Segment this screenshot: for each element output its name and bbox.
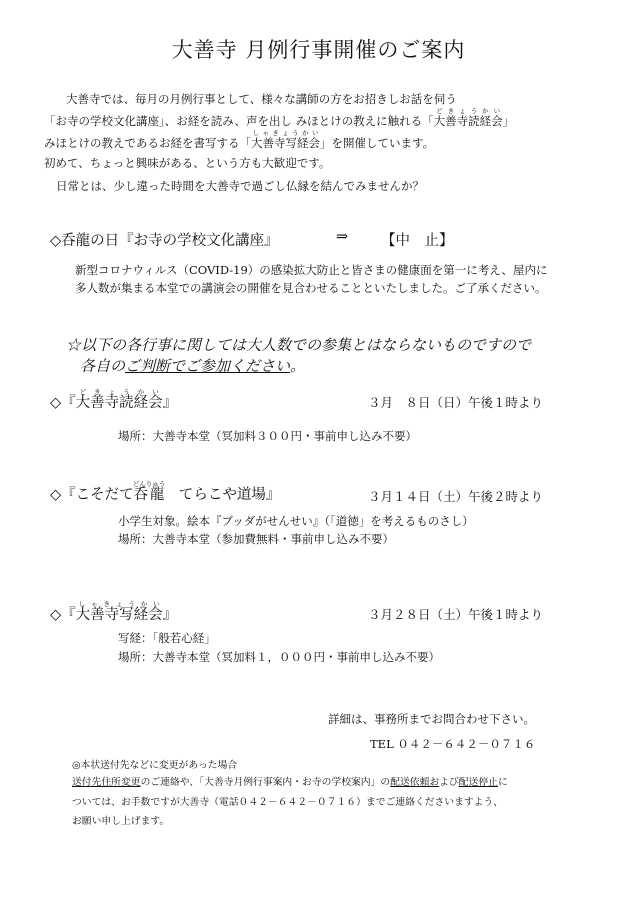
event-3-detail-1: 写経：「般若心経」 [118, 631, 216, 645]
event-2-detail-1: 小学生対象。絵本『ブッダがせんせい』（「道徳」を考えるものさし） [118, 514, 474, 528]
intro-line-3: みほとけの教えであるお経を書写する「大善寺写経会しゃきょうかい」を開催しています。 [44, 129, 435, 150]
footnote-line-3: ついては、お手数ですが大善寺（電話０４２－６４２－０７１６）までご連絡くださいますよう、 [72, 797, 504, 808]
notice-underlined: ご判断でご参加ください [125, 357, 291, 375]
event-1-detail-1: 場所：大善寺本堂（冥加料３００円・事前申し込み不要） [118, 429, 417, 443]
intro-line-2: 「お寺の学校文化講座」、お経を読み、声を出し みほとけの教えに触れる「大善寺読経会どきょうかい」 [44, 107, 515, 128]
intro-line-1: 大善寺では、毎月の月例行事として、様々な講師の方をお招きしお話を伺う [66, 92, 457, 106]
event-3-detail-2: 場所：大善寺本堂（冥加料１，０００円・事前申し込み不要） [118, 650, 440, 664]
arrow-icon: ⇒ [336, 229, 349, 245]
intro-line-4: 初めて、ちょっと興味がある、という方も大歓迎です。 [44, 156, 331, 170]
event-3-title: ◇『大善寺写経会しゃきょうかい』 [50, 600, 178, 623]
footnote-line-2: 送付先住所変更のご連絡や、「大善寺月例行事案内・お寺の学校案内」の配送依頼および配送停止に [72, 777, 508, 788]
ruby-dokyokai: 大善寺読経会どきょうかい [433, 107, 503, 128]
intro-line-5: 日常とは、少し違った時間を大善寺で過ごし仏縁を結んでみませんか？ [56, 179, 424, 193]
event-1-title: ◇『大善寺読経会どきょうかい』 [50, 388, 178, 411]
contact-tel: TEL ０４２－６４２－０７１６ [370, 737, 536, 751]
event-2-detail-2: 場所：大善寺本堂（参加費無料・事前申し込み不要） [118, 532, 394, 546]
event-3-datetime: ３月２８日（土）午後１時より [368, 607, 544, 622]
cancel-body-1: 新型コロナウィルス（COVID-19）の感染拡大防止と皆さまの健康面を第一に考え、屋内に [75, 263, 548, 277]
contact-line: 詳細は、事務所までお問合わせ下さい。 [328, 712, 535, 726]
page-title: 大善寺 月例行事開催のご案内 [171, 38, 466, 62]
cancel-status: 【中 止】 [381, 233, 454, 249]
event-1-datetime: ３月 ８日（日）午後１時より [368, 395, 544, 410]
cancel-heading: ◇呑龍の日『お寺の学校文化講座』 [50, 233, 279, 249]
cancel-body-2: 多人数が集まる本堂での講演会の開催を見合わせることといたしました。ご了承ください。 [75, 281, 547, 295]
footnote-line-4: お願い申し上げます。 [72, 816, 170, 827]
event-2-datetime: ３月１４日（土）午後２時より [368, 489, 544, 504]
ruby-shakyokai: 大善寺写経会しゃきょうかい [251, 129, 320, 150]
notice-line-1: ☆以下の各行事に関しては大人数での参集とはならないものですので [66, 336, 532, 354]
notice-line-2: 各自のご判断でご参加ください。 [80, 357, 306, 375]
event-2-title: ◇『こそだて呑龍どんりゅう てらこや道場』 [50, 480, 281, 503]
footnote-heading: ◎本状送付先などに変更があった場合 [72, 760, 238, 771]
